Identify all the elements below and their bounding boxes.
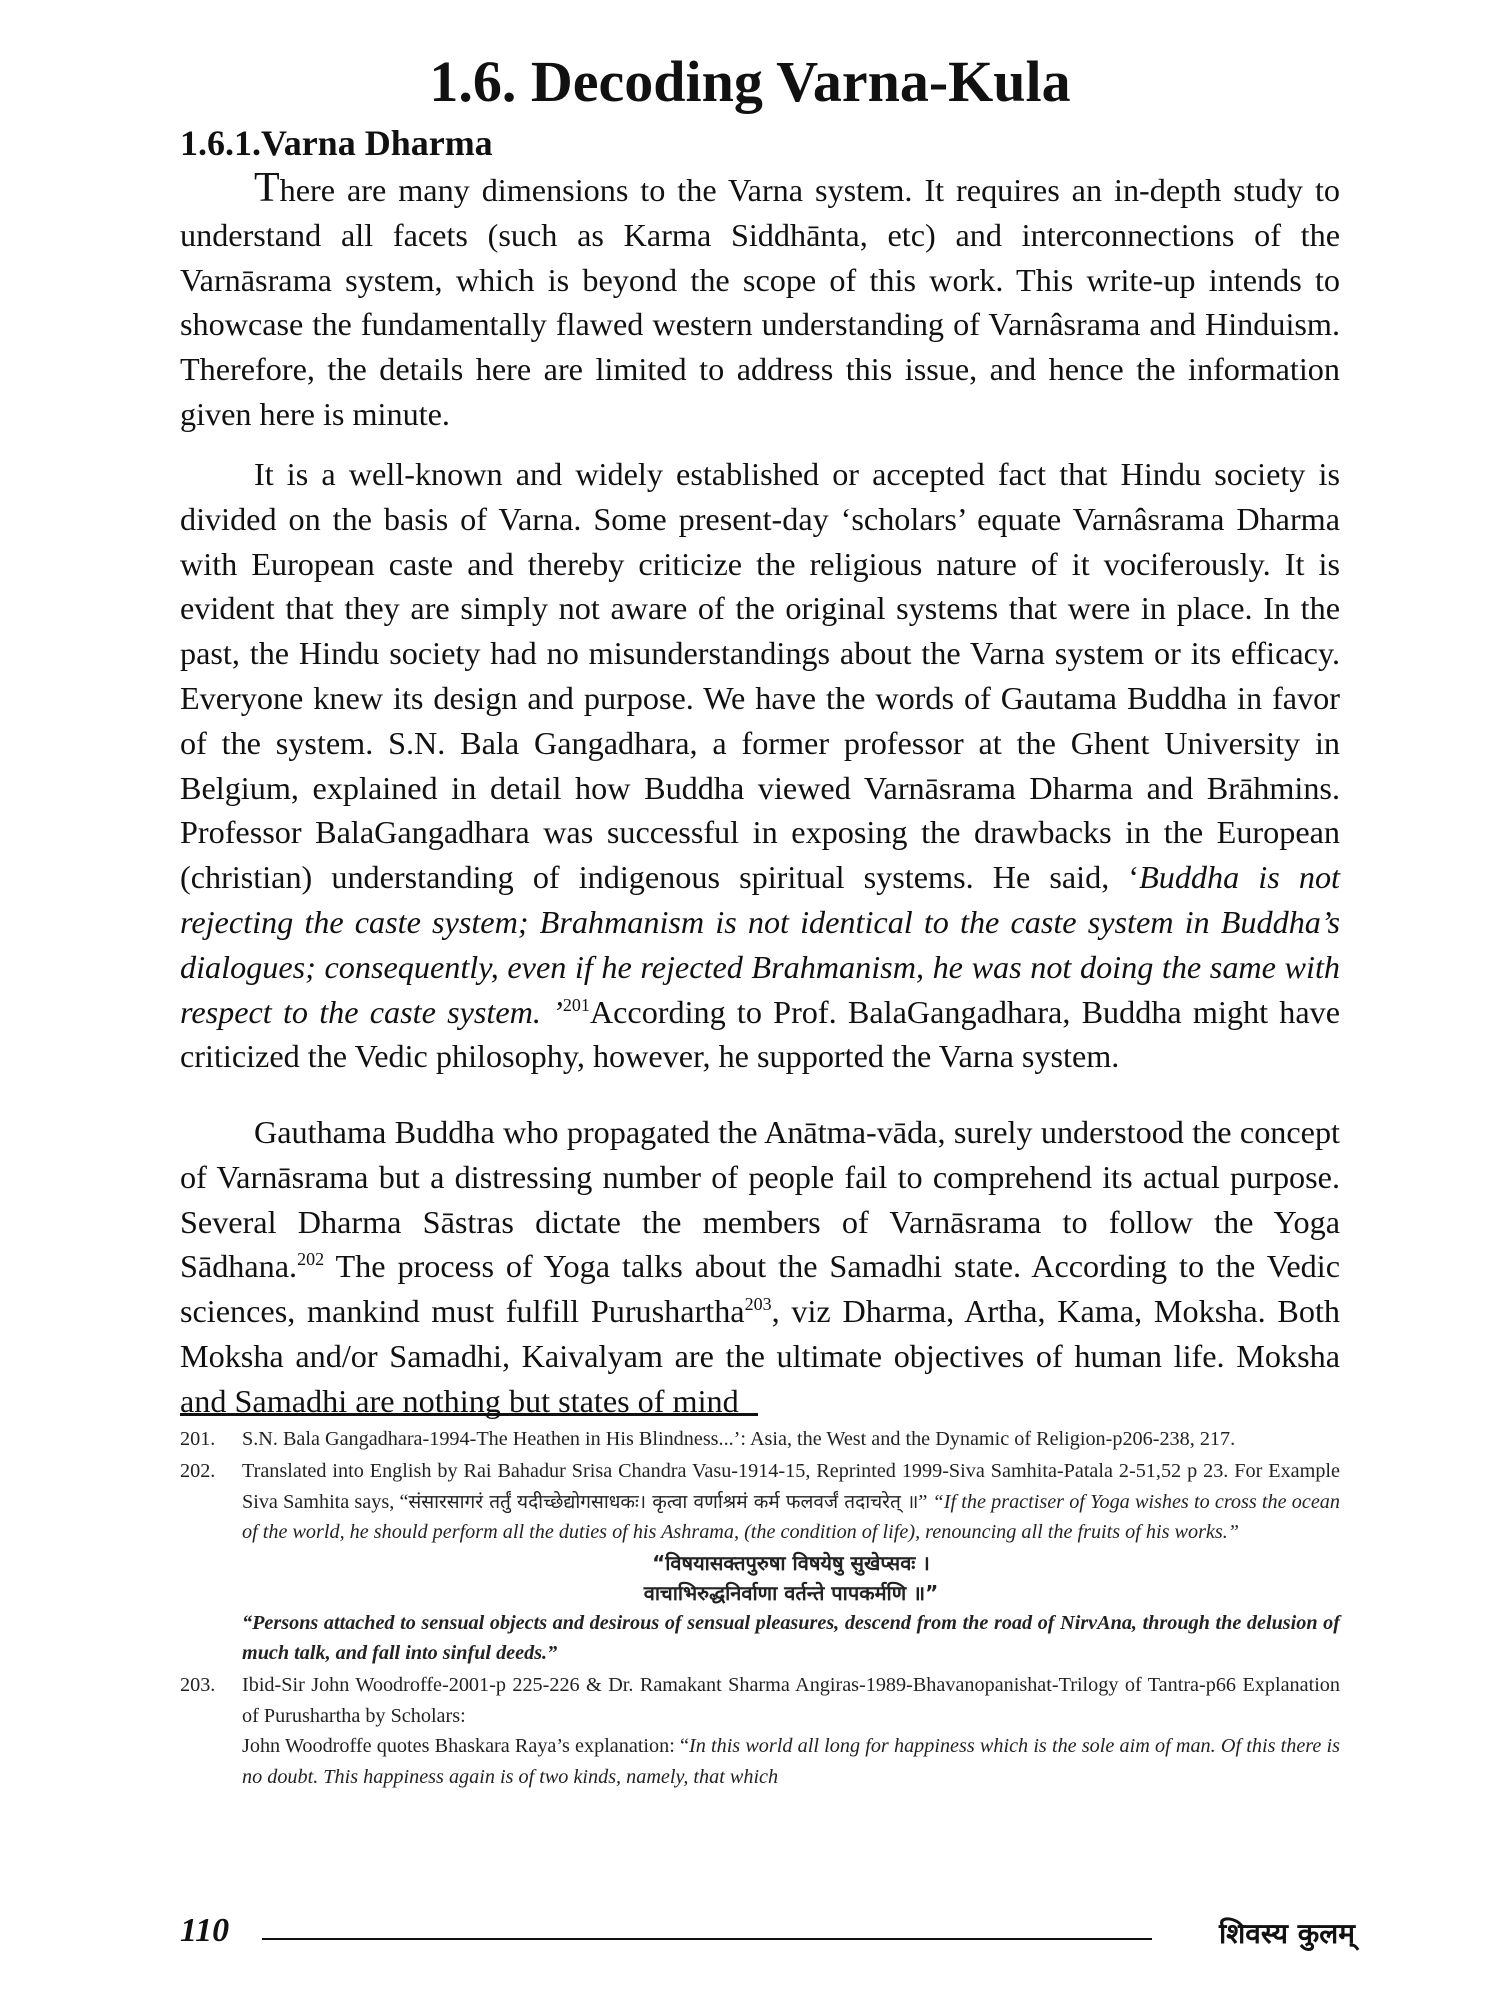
quote-close: ” — [918, 1490, 928, 1513]
buddha-quote: Buddha is not rejecting the caste system; Brahmanism is not identical to the caste system in Buddha’s dialogues; consequently, even if he rejected Brahmanism, he was not doing the same with respect to the caste system. — [180, 859, 1340, 1030]
page-footer — [180, 1912, 1355, 1964]
footnote-text: S.N. Bala Gangadhara-1994-The Heathen in His Blindness...’: Asia, the West and the Dynamic of Religion-p206-238, 217. — [242, 1428, 1236, 1450]
footnote-number: 202. — [180, 1460, 216, 1483]
section-title: 1.6.1.Varna Dharma — [180, 123, 493, 163]
footnote-divider — [180, 1413, 758, 1416]
footnote-ref-202[interactable]: 202 — [297, 1249, 325, 1270]
footnote-text: Ibid-Sir John Woodroffe-2001-p 225-226 & Dr. Ramakant Sharma Angiras-1989-Bhavanopanishat-Trilogy of Tantra-p66 Explanation of Purushartha by Scholars: — [242, 1674, 1340, 1727]
footnote-italic: In this world all long for happiness which is the sole aim of man. Of this there is no doubt. This happiness again is of two kinds, namely, that which — [242, 1735, 1340, 1788]
paragraph-2-text-b: According to Prof. BalaGangadhara, Buddha might have criticized the Vedic philosophy, however, he supported the Varna system. — [180, 993, 1341, 1075]
translation-2: “Persons attached to sensual objects and desirous of sensual pleasures, descend from the road of NirvAna, through the delusion of much talk, and fall into sinful deeds.” — [242, 1611, 1340, 1665]
initial-letter: T — [254, 165, 280, 211]
chapter-title: 1.6. Decoding Varna-Kula — [429, 49, 1071, 114]
footnote-201 — [180, 1424, 1340, 1454]
footnotes — [180, 1424, 1340, 1792]
running-title: शिवस्य कुलम् — [1219, 1917, 1355, 1950]
paragraph-3-text-b: The process of Yoga talks about the Samadhi state. According to the Vedic sciences, mankind must fulfill Purushartha — [180, 1248, 1340, 1330]
paragraph-1-text: here are many dimensions to the Varna system. It requires an in-depth study to understand all facets (such as Karma Siddhānta, etc) and interconnections of the Varnāsrama system, which is beyond the scope of this work. This write-up intends to showcase the fundamentally flawed western understanding of Varnâsrama and Hinduism. Therefore, the details here are limited to address this issue, and hence the information given here is minute. — [180, 172, 1340, 432]
footnote-text-2: John Woodroffe quotes Bhaskara Raya’s explanation: “ — [242, 1735, 689, 1758]
verse-line-2: वाचाभिरुद्धनिर्वाणा वर्तन्ते पापकर्मणि ॥” — [643, 1580, 939, 1605]
footnote-203 — [180, 1670, 1340, 1792]
footnote-number: 203. — [180, 1674, 216, 1697]
sanskrit-verse — [242, 1548, 1340, 1608]
footnote-ref-201[interactable]: 201 — [562, 994, 590, 1015]
quote-close: ’ — [540, 993, 563, 1030]
paragraph-3 — [180, 1110, 1340, 1424]
paragraph-3-text-c: , viz Dharma, Artha, Kama, Moksha. Both Moksha and/or Samadhi, Kaivalyam are the ultimate objectives of human life. Moksha and Samadhi are nothing but states of mind — [180, 1293, 1341, 1419]
verse-line-1: “विषयासक्तपुरुषा विषयेषु सुखेप्सवः । — [652, 1550, 930, 1575]
page-number: 110 — [180, 1912, 230, 1949]
paragraph-2-text-a: It is a well-known and widely established or accepted fact that Hindu society is divided on the basis of Varna. Some present-day ‘scholars’ equate Varnâsrama Dharma with European caste and thereby criticize the religious nature of it vociferously. It is evident that they are simply not aware of the original systems that were in place. In the past, the Hindu society had no misunderstandings about the Varna system or its efficacy. Everyone knew its design and purpose. We have the words of Gautama Buddha in favor of the system. S.N. Bala Gangadhara, a former professor at the Ghent University in Belgium, explained in detail how Buddha viewed Varnāsrama Dharma and Brāhmins. Professor BalaGangadhara was successful in exposing the drawbacks in the European (christian) understanding of indigenous spiritual systems. He said, ‘ — [180, 456, 1340, 896]
translation-1: “If the practiser of Yoga wishes to cross the ocean of the world, he should perform all the duties of his Ashrama, (the condition of life), renouncing all the fruits of his works.” — [242, 1490, 1340, 1544]
footnote-number: 201. — [180, 1428, 216, 1450]
footer-divider — [262, 1938, 1152, 1940]
sanskrit-quote: संसारसागरं तर्तुं यदीच्छेद्योगसाधकः। कृत्वा वर्णाश्रमं कर्म फलवर्जं तदाचरेत् ॥ — [408, 1490, 919, 1513]
footnote-text: Translated into English by Rai Bahadur Srisa Chandra Vasu-1914-15, Reprinted 1999-Siva Samhita-Patala 2-51,52 p 23. For Example Siva Samhita says, “ — [242, 1460, 1340, 1513]
paragraph-2 — [180, 452, 1340, 1079]
footnote-ref-203[interactable]: 203 — [744, 1294, 772, 1315]
footnote-202 — [180, 1456, 1340, 1668]
paragraph-3-text-a: Gauthama Buddha who propagated the Anātma-vāda, surely understood the concept of Varnāsrama but a distressing number of people fail to comprehend its actual purpose. Several Dharma Sāstras dictate the members of Varnāsrama to follow the Yoga Sādhana. — [180, 1114, 1340, 1285]
paragraph-1 — [180, 166, 1340, 437]
